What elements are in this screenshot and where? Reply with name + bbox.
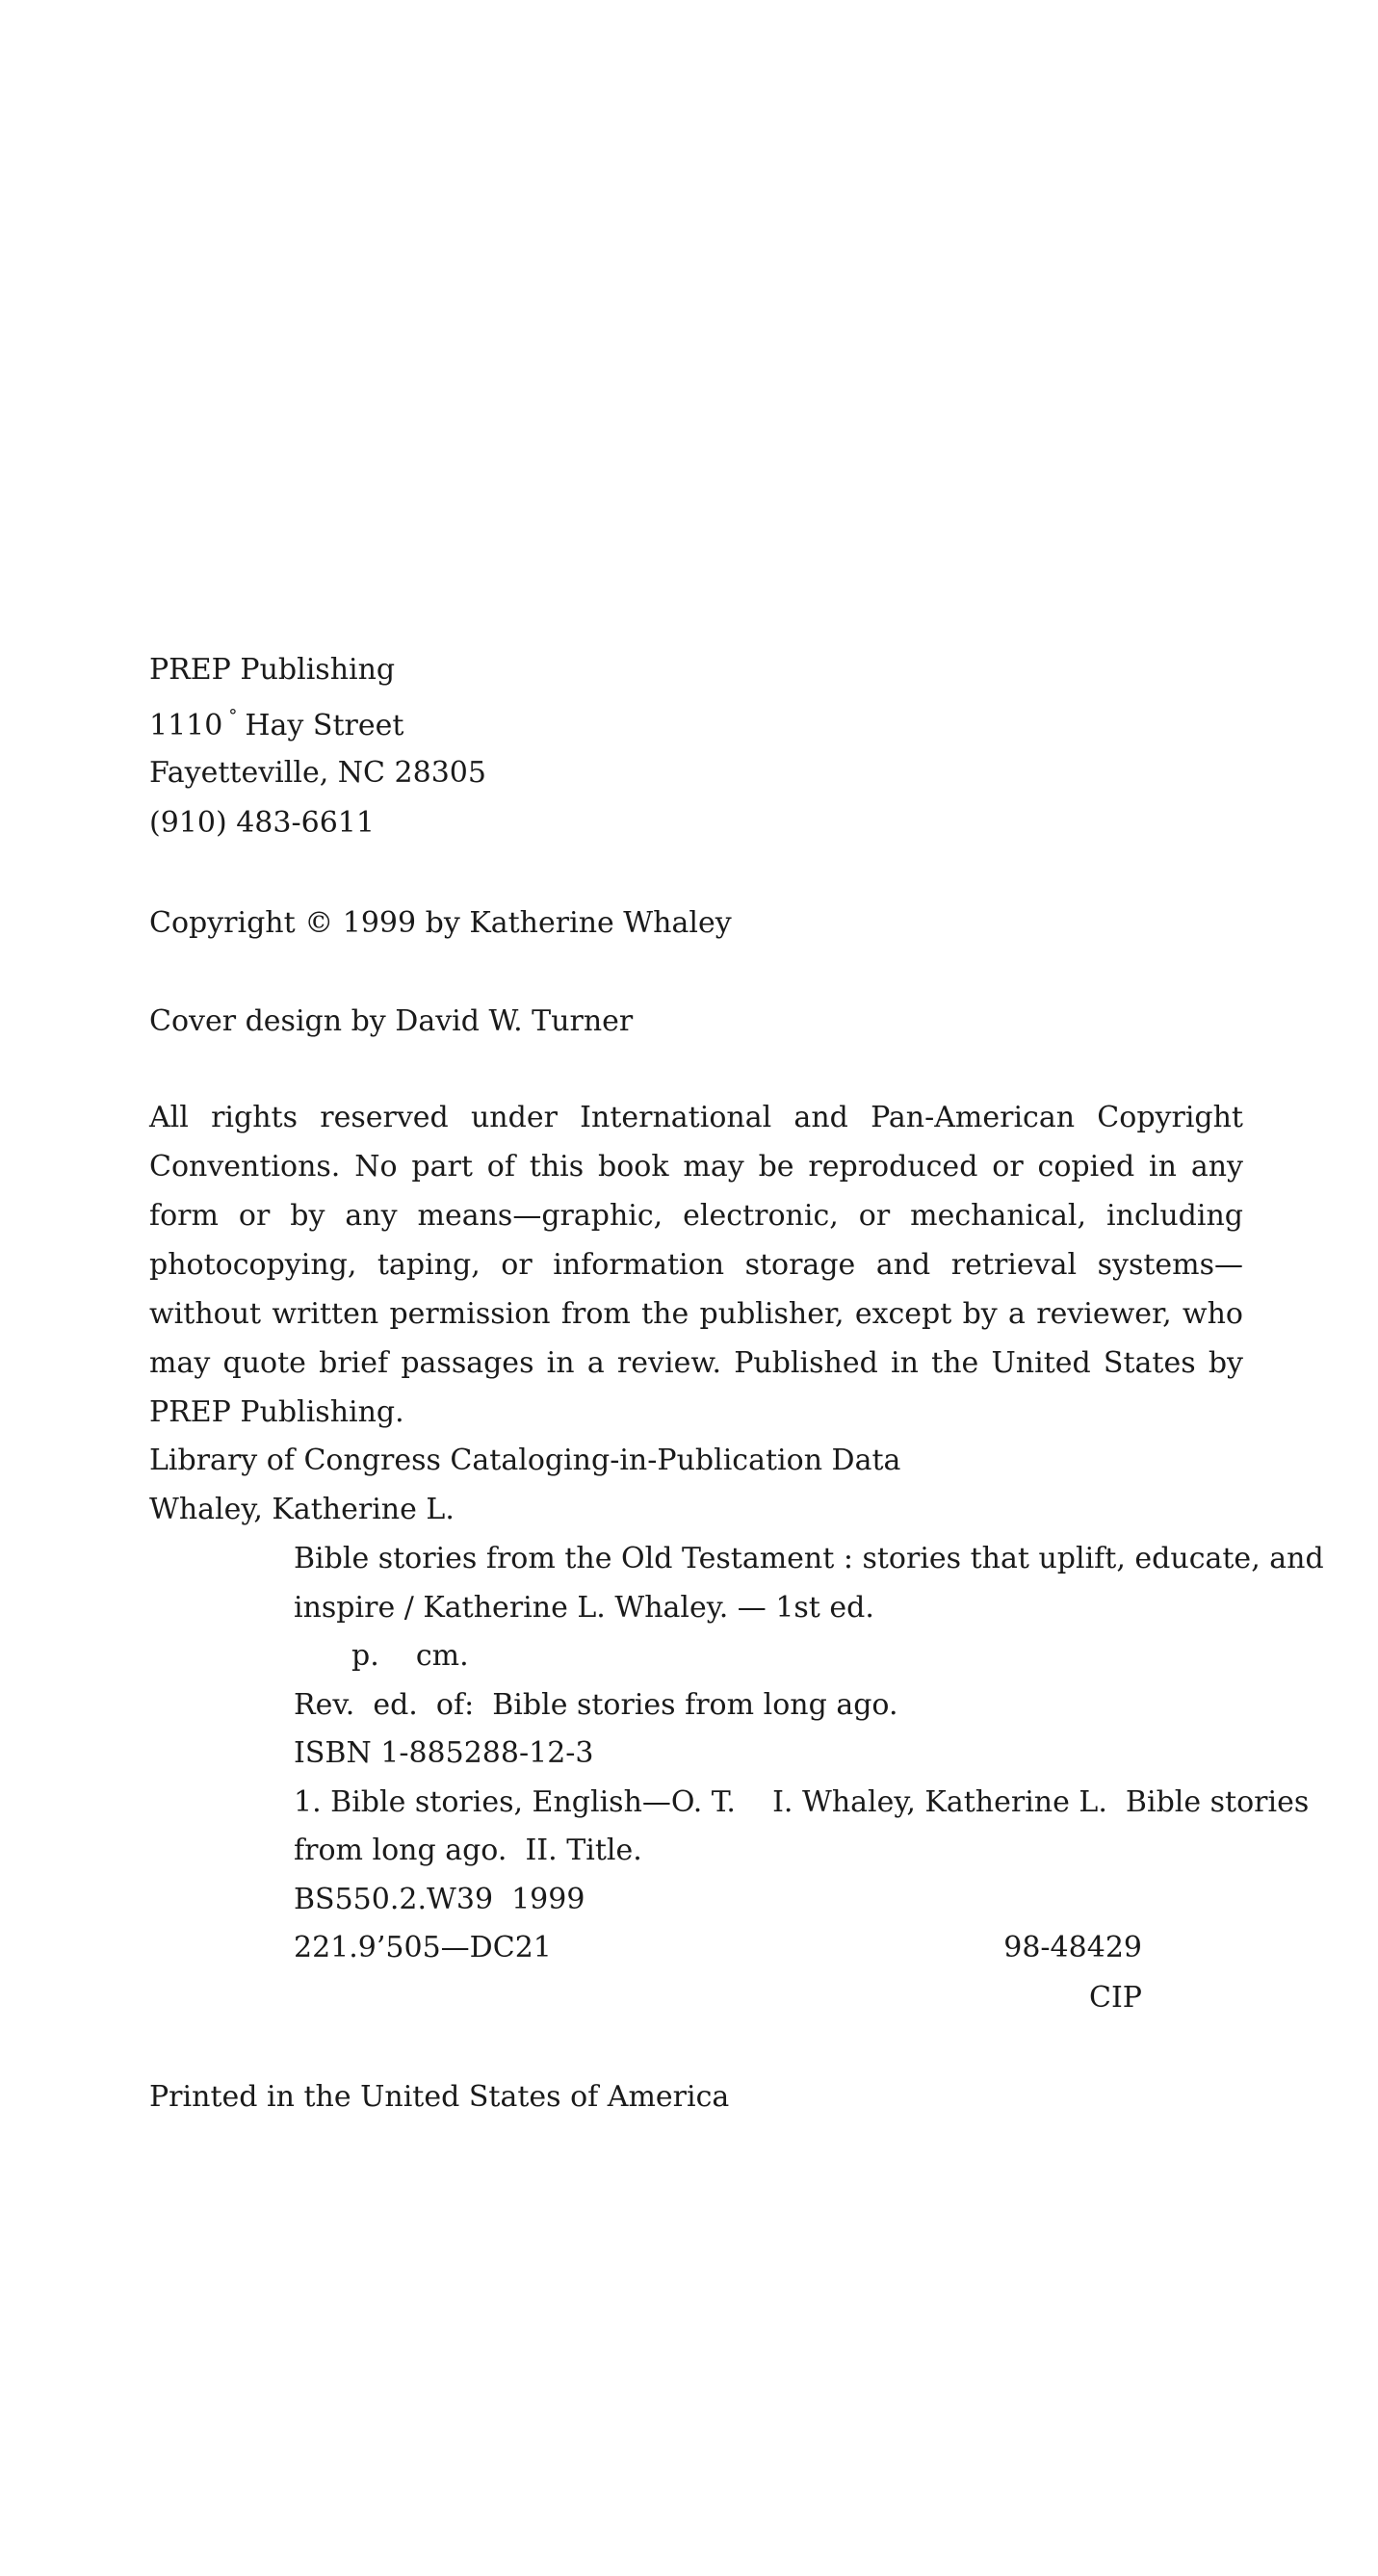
address-number: 1110 [149,709,223,742]
cip-heading: Library of Congress Cataloging-in-Publication Data [149,1444,901,1477]
cip-isbn: ISBN 1-885288-12-3 [294,1736,594,1770]
publisher-phone: (910) 483-6611 [149,806,375,840]
cip-title-line-1: Bible stories from the Old Testament : stories that uplift, educate, and [294,1542,1324,1575]
publisher-name: PREP Publishing [149,653,396,687]
cip-revision: Rev. ed. of: Bible stories from long ago. [294,1688,898,1722]
cip-author: Whaley, Katherine L. [149,1493,455,1526]
cip-title-line-2: inspire / Katherine L. Whaley. — 1st ed. [294,1591,874,1625]
cip-label: CIP [1089,1981,1142,2015]
cip-dewey: 221.9’505—DC21 [294,1931,552,1965]
address-degree-mark: ° [228,706,238,726]
cover-credit: Cover design by David W. Turner [149,1004,634,1038]
publisher-city: Fayetteville, NC 28305 [149,756,486,790]
publisher-address [149,708,403,741]
address-street: Hay Street [245,709,404,742]
cip-pages: p. cm. [351,1639,469,1673]
copyright-line: Copyright © 1999 by Katherine Whaley [149,906,732,940]
cip-subjects-line-1: 1. Bible stories, English—O. T. I. Whaley, Katherine L. Bible stories [294,1785,1310,1819]
cip-lccn: 98-48429 [1003,1931,1142,1965]
printed-in-line: Printed in the United States of America [149,2080,730,2114]
cip-lc-class: BS550.2.W39 1999 [294,1883,585,1916]
rights-notice: All rights reserved under International and Pan-American Copyright Conventions. No part of this book may be reproduced or copied in any form or by any means—graphic, electronic, or mechanical, including photocopying, taping, or information storage and retrieval systems—without written permission from the publisher, except by a reviewer, who may quote brief passages in a review. Published in the United States by PREP Publishing. [149,1101,1243,1429]
cip-subjects-line-2: from long ago. II. Title. [294,1834,642,1867]
